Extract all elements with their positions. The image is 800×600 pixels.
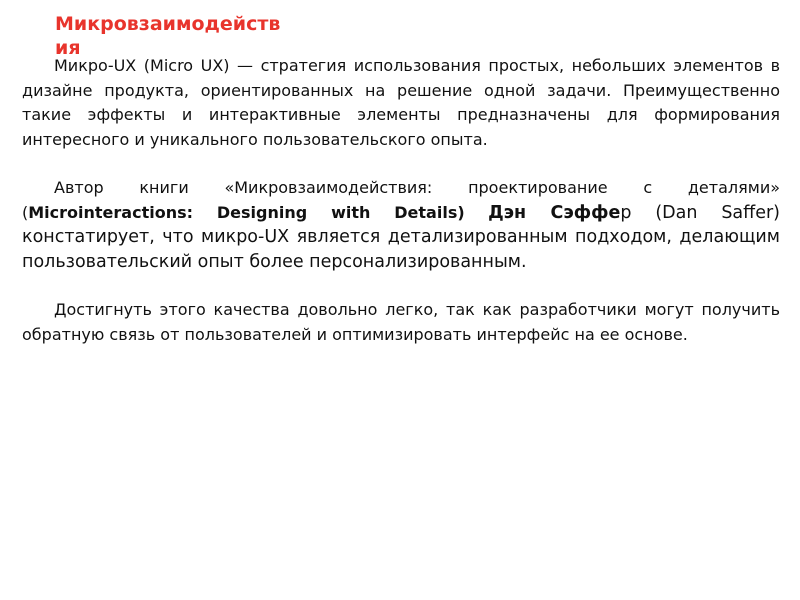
slide-body	[22, 54, 780, 371]
author-name-rest: р (Dan Saffer) констатирует, что микро-UX является детализированным подходом, делающим пользовательский опыт более персонализированным.	[22, 202, 780, 272]
author-name: Дэн Сэффе	[488, 202, 621, 223]
book-title-english: Microinteractions: Designing with Details)	[28, 202, 465, 222]
paragraph-book-author	[22, 176, 780, 274]
book-intro-text: Автор книги «Микровзаимодействия: проектирование с деталями» (	[22, 178, 780, 222]
book-title-space	[465, 203, 488, 222]
paragraph-feedback: Достигнуть этого качества довольно легко, так как разработчики могут получить обратную связь от пользователей и оптимизировать интерфейс на ее основе.	[22, 300, 780, 344]
paragraph-micro-ux-definition: Микро-UX (Micro UX) — стратегия использования простых, небольших элементов в дизайне продукта, ориентированных на решение одной задачи. Преимущественно такие эффекты и интерактивные элементы предназначены для формирования интересного и уникального пользовательского опыта.	[22, 56, 780, 149]
slide-title: Микровзаимодействия	[55, 13, 281, 59]
